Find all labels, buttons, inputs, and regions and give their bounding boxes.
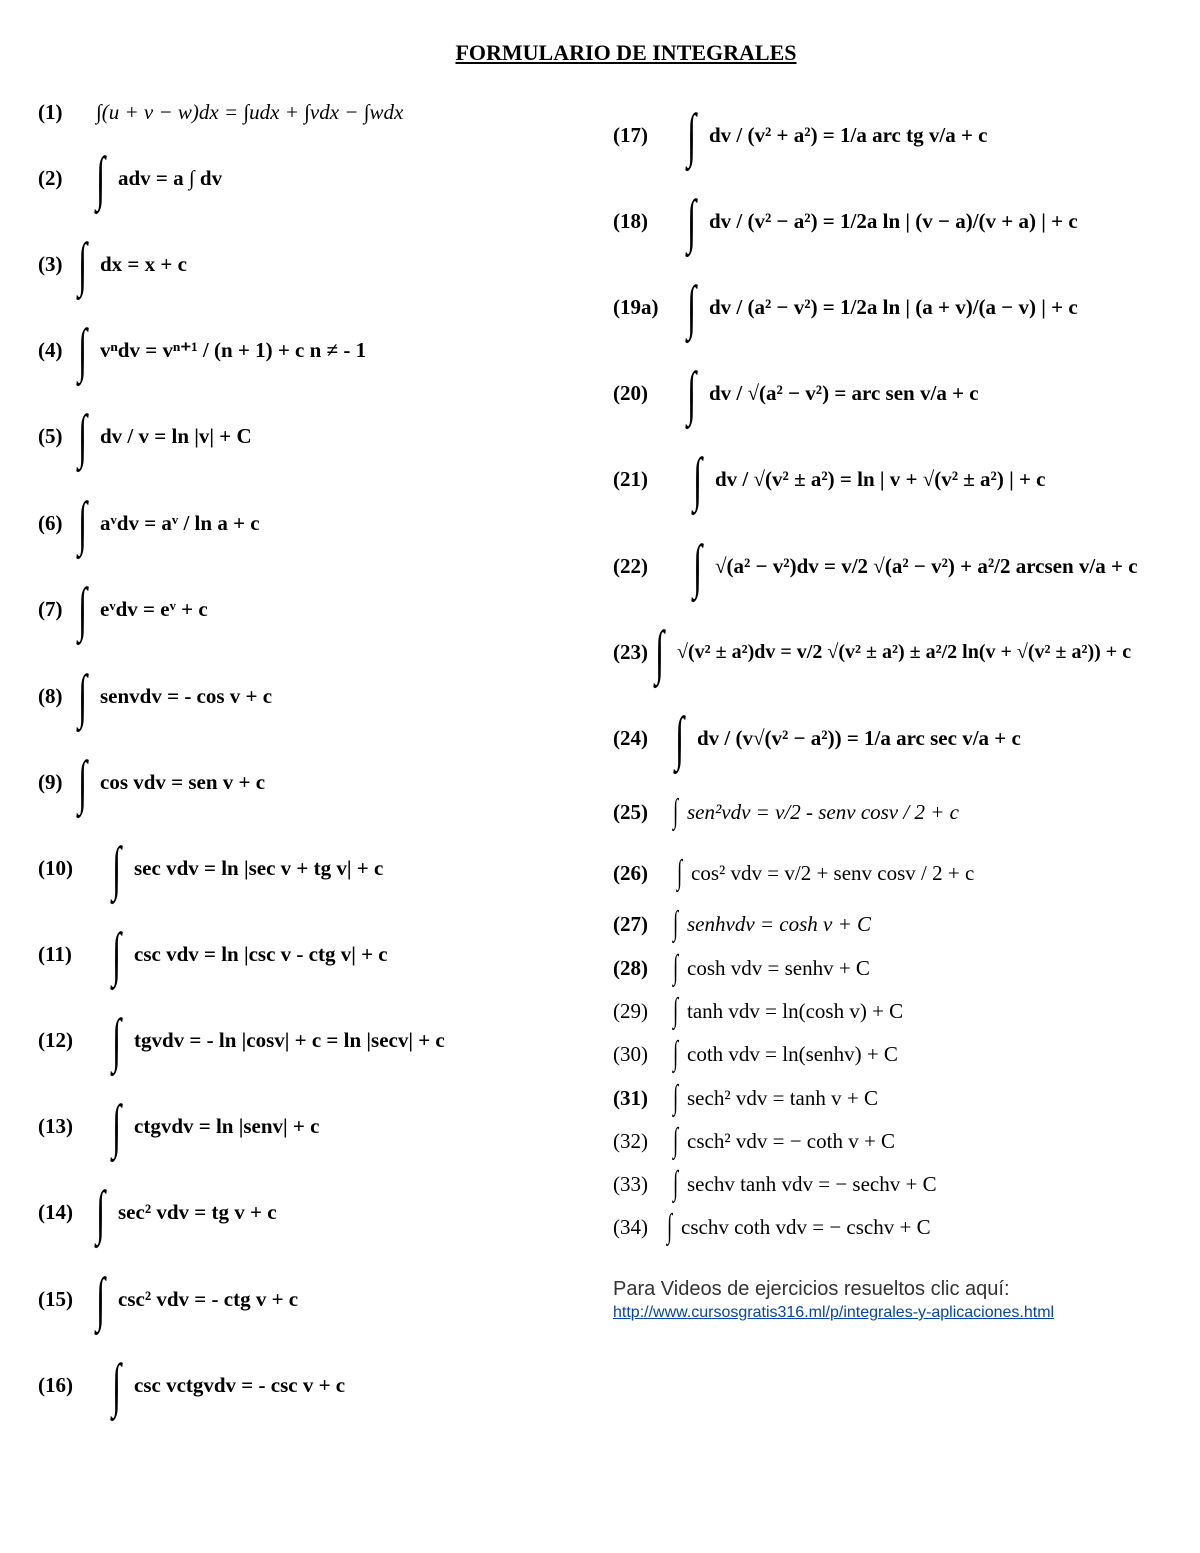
- integral-sign: ∫: [675, 705, 685, 771]
- integral-sign: ∫: [112, 921, 122, 987]
- integral-sign: ∫: [112, 1093, 122, 1159]
- formula-number: (33): [613, 1171, 648, 1196]
- formula-23: [613, 619, 1132, 685]
- formula-expression: cschv coth vdv = − cschv + C: [681, 1214, 931, 1239]
- videos-link[interactable]: http://www.cursosgratis316.ml/p/integrales-y-aplicaciones.html: [613, 1304, 1055, 1321]
- formula-2: [38, 145, 223, 211]
- formula-number: (3): [38, 251, 63, 276]
- formula-number: (30): [613, 1041, 648, 1066]
- formula-expression: dv / (v√(v² − a²)) = 1/a arc sec v/a + c: [697, 725, 1021, 750]
- formula-number: (13): [38, 1113, 73, 1138]
- formula-24: [613, 705, 1021, 771]
- integral-sign: ∫: [78, 317, 88, 383]
- formula-number: (21): [613, 466, 648, 491]
- formula-8: [38, 663, 273, 729]
- formula-34: [613, 1207, 931, 1247]
- formula-21: [613, 446, 1046, 512]
- integral-sign: ∫: [693, 446, 703, 512]
- formula-17: [613, 102, 988, 168]
- formula-expression: dv / √(v² ± a²) = ln | v + √(v² ± a²) | + c: [715, 466, 1046, 491]
- integral-sign: ∫: [693, 533, 703, 599]
- formula-expression: dv / (v² + a²) = 1/a arc tg v/a + c: [709, 122, 988, 147]
- integral-sign: ∫: [96, 145, 106, 211]
- formula-number: (19a): [613, 294, 659, 319]
- formula-expression: vⁿdv = vⁿ⁺¹ / (n + 1) + c n ≠ - 1: [100, 337, 367, 362]
- formula-number: (31): [613, 1085, 648, 1110]
- formula-number: (8): [38, 683, 63, 708]
- integral-sign: ∫: [673, 1079, 679, 1116]
- formula-expression: tanh vdv = ln(cosh v) + C: [687, 998, 904, 1023]
- formula-4: [38, 317, 367, 383]
- integral-sign: ∫: [673, 992, 679, 1029]
- formula-expression: senhvdv = cosh v + C: [687, 911, 872, 936]
- formula-expression: csc vctgvdv = - csc v + c: [134, 1372, 346, 1397]
- formula-12: [38, 1007, 445, 1073]
- integral-sign: ∫: [687, 102, 697, 168]
- integral-sign: ∫: [78, 576, 88, 642]
- formula-number: (25): [613, 799, 648, 824]
- integral-sign: ∫: [96, 1266, 106, 1332]
- formula-number: (23): [613, 639, 648, 664]
- formula-number: (22): [613, 553, 648, 578]
- formula-6: [38, 490, 260, 556]
- formula-15: [38, 1266, 299, 1332]
- formula-expression: ctgvdv = ln |senv| + c: [134, 1113, 320, 1138]
- formula-expression: sechv tanh vdv = − sechv + C: [687, 1171, 937, 1196]
- formula-expression: csch² vdv = − coth v + C: [687, 1128, 896, 1153]
- formula-expression: adv = a ∫ dv: [118, 165, 223, 190]
- formula-31: [613, 1078, 878, 1118]
- formula-32: [613, 1121, 895, 1161]
- formula-expression: dv / v = ln |v| + C: [100, 423, 252, 448]
- integral-sign: ∫: [78, 403, 88, 469]
- integral-sign: ∫: [78, 231, 88, 297]
- formula-expression: cosh vdv = senhv + C: [687, 955, 870, 980]
- formula-number: (16): [38, 1372, 73, 1397]
- formula-number: (6): [38, 510, 63, 535]
- integral-sign: ∫: [78, 663, 88, 729]
- formula-number: (5): [38, 423, 63, 448]
- formula-expression: tgvdv = - ln |cosv| + c = ln |secv| + c: [134, 1027, 445, 1052]
- integral-sign: ∫: [687, 360, 697, 426]
- formula-11: [38, 921, 388, 987]
- formula-expression: cos vdv = sen v + c: [100, 769, 266, 794]
- formula-number: (17): [613, 122, 648, 147]
- formula-3: [38, 231, 187, 297]
- integral-sign: ∫: [673, 793, 679, 830]
- formula-expression: senvdv = - cos v + c: [100, 683, 273, 708]
- integral-sign: ∫: [78, 490, 88, 556]
- formula-10: [38, 835, 384, 901]
- formula-28: [613, 948, 870, 988]
- formula-expression: √(v² ± a²)dv = v/2 √(v² ± a²) ± a²/2 ln(v + √(v² ± a²)) + c: [677, 640, 1132, 663]
- formula-expression: dv / √(a² − v²) = arc sen v/a + c: [709, 380, 979, 405]
- formula-13: [38, 1093, 320, 1159]
- formula-5: [38, 403, 252, 469]
- formula-29: [613, 991, 903, 1031]
- integral-sign: ∫: [673, 1122, 679, 1159]
- formula-number: (18): [613, 208, 648, 233]
- formula-20: [613, 360, 979, 426]
- integral-sign: ∫: [687, 274, 697, 340]
- formula-number: (29): [613, 998, 648, 1023]
- footer-text: Para Videos de ejercicios resueltos clic aquí:: [613, 1278, 1010, 1300]
- formula-expression: ∫(u + v − w)dx = ∫udx + ∫vdx − ∫wdx: [96, 99, 404, 124]
- integral-sign: ∫: [78, 749, 88, 815]
- formula-number: (26): [613, 860, 648, 885]
- formula-number: (4): [38, 337, 63, 362]
- formula-33: [613, 1164, 937, 1204]
- integral-sign: ∫: [112, 835, 122, 901]
- formula-expression: eᵛdv = eᵛ + c: [100, 596, 208, 621]
- integral-sign: ∫: [673, 1035, 679, 1072]
- formula-number: (15): [38, 1286, 73, 1311]
- formula-1: [38, 92, 403, 132]
- formula-16: [38, 1352, 346, 1418]
- integral-sign: ∫: [655, 619, 665, 685]
- formula-number: (12): [38, 1027, 73, 1052]
- formula-18: [613, 188, 1078, 254]
- formula-number: (2): [38, 165, 63, 190]
- formula-14: [38, 1179, 277, 1245]
- formula-25: [613, 792, 959, 832]
- formula-expression: √(a² − v²)dv = v/2 √(a² − v²) + a²/2 arcsen v/a + c: [715, 553, 1138, 578]
- integral-sign: ∫: [673, 949, 679, 986]
- integral-sign: ∫: [677, 854, 683, 891]
- formula-number: (7): [38, 596, 63, 621]
- formula-30: [613, 1034, 898, 1074]
- formula-expression: aᵛdv = aᵛ / ln a + c: [100, 510, 260, 535]
- formula-number: (9): [38, 769, 63, 794]
- integral-sign: ∫: [667, 1208, 673, 1245]
- integral-sign: ∫: [673, 1165, 679, 1202]
- formula-number: (28): [613, 955, 648, 980]
- formula-expression: sech² vdv = tanh v + C: [687, 1085, 878, 1110]
- integral-sign: ∫: [112, 1007, 122, 1073]
- formula-number: (27): [613, 911, 648, 936]
- formula-number: (34): [613, 1214, 648, 1239]
- formula-19a: [613, 274, 1078, 340]
- formula-number: (20): [613, 380, 648, 405]
- formula-expression: csc vdv = ln |csc v - ctg v| + c: [134, 941, 388, 966]
- page-title: FORMULARIO DE INTEGRALES: [455, 40, 797, 65]
- formula-expression: dx = x + c: [100, 251, 187, 276]
- formula-expression: sen²vdv = v/2 - senv cosv / 2 + c: [687, 799, 959, 824]
- integral-sign: ∫: [96, 1179, 106, 1245]
- formula-7: [38, 576, 208, 642]
- formula-27: [613, 904, 871, 944]
- integral-sign: ∫: [687, 188, 697, 254]
- formula-number: (1): [38, 99, 63, 124]
- formula-number: (32): [613, 1128, 648, 1153]
- formula-expression: coth vdv = ln(senhv) + C: [687, 1041, 898, 1066]
- formula-expression: dv / (v² − a²) = 1/2a ln | (v − a)/(v + a) | + c: [709, 208, 1078, 233]
- formula-number: (24): [613, 725, 648, 750]
- formula-expression: dv / (a² − v²) = 1/2a ln | (a + v)/(a − v) | + c: [709, 294, 1078, 319]
- formula-expression: csc² vdv = - ctg v + c: [118, 1286, 299, 1311]
- integral-sign: ∫: [112, 1352, 122, 1418]
- formula-number: (10): [38, 855, 73, 880]
- formula-expression: sec vdv = ln |sec v + tg v| + c: [134, 855, 384, 880]
- formula-expression: sec² vdv = tg v + c: [118, 1199, 277, 1224]
- formula-9: [38, 749, 266, 815]
- formula-26: [613, 853, 974, 893]
- formula-22: [613, 533, 1138, 599]
- integral-sign: ∫: [673, 905, 679, 942]
- formula-number: (11): [38, 941, 72, 966]
- formula-number: (14): [38, 1199, 73, 1224]
- formula-expression: cos² vdv = v/2 + senv cosv / 2 + c: [691, 860, 975, 885]
